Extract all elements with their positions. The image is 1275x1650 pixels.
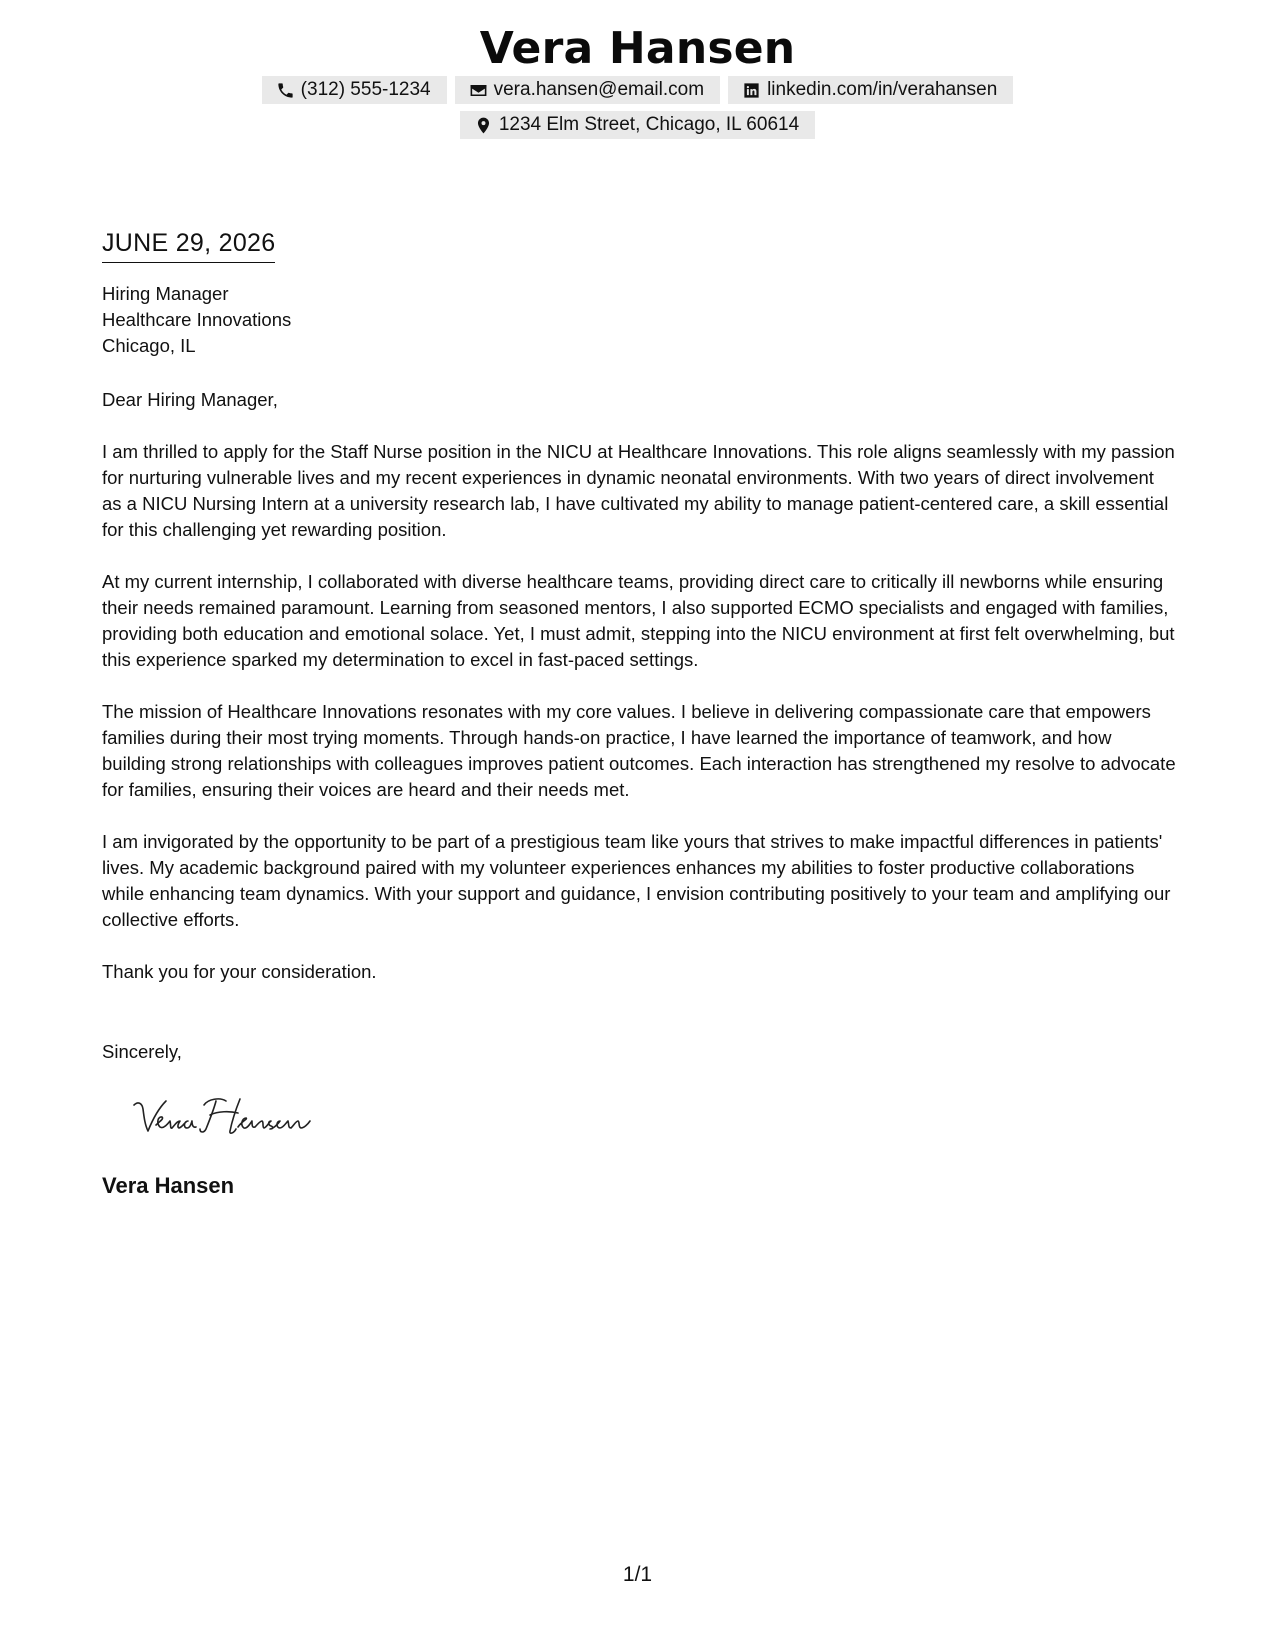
- email-chip[interactable]: [455, 76, 720, 104]
- body-paragraph-4: I am invigorated by the opportunity to be part of a prestigious team like yours that strives to make impactful differences in patients' lives. My academic background paired with my volunteer experiences enhances my abilities to foster productive collaborations while enhancing team dynamics. With your support and guidance, I envision contributing positively to your team and amplifying our collective efforts.: [102, 831, 1171, 930]
- phone-text: (312) 555-1234: [300, 79, 431, 100]
- contact-row-secondary: [0, 111, 1275, 139]
- recipient-location: Chicago, IL: [102, 335, 196, 356]
- letter-body: [102, 228, 1177, 1200]
- linkedin-text: linkedin.com/in/verahansen: [767, 79, 998, 100]
- signer-name: Vera Hansen: [102, 1173, 235, 1198]
- applicant-name: Vera Hansen: [479, 23, 796, 74]
- letter-date: JUNE 29, 2026: [102, 228, 275, 263]
- body-paragraph-2: At my current internship, I collaborated with diverse healthcare teams, providing direct care to critically ill newborns while ensuring their needs remained paramount. Learning from seasoned mentors, I also supported ECMO specialists and engaged with families, providing both education and emotional solace. Yet, I must admit, stepping into the NICU environment at first felt overwhelming, but this experience sparked my determination to excel in fast-paced settings.: [102, 571, 1175, 670]
- recipient-company: Healthcare Innovations: [102, 309, 292, 330]
- thanks-line: Thank you for your consideration.: [102, 961, 377, 982]
- linkedin-chip[interactable]: [728, 76, 1013, 104]
- body-paragraph-1: I am thrilled to apply for the Staff Nurse position in the NICU at Healthcare Innovations. This role aligns seamlessly with my passion for nurturing vulnerable lives and my recent experiences in dynamic neonatal environments. With two years of direct involvement as a NICU Nursing Intern at a university research lab, I have cultivated my ability to manage patient-centered care, a skill essential for this challenging yet rewarding position.: [102, 441, 1175, 540]
- phone-chip[interactable]: [262, 76, 447, 104]
- handwritten-signature: [130, 1091, 370, 1141]
- letter-header: [0, 22, 1275, 139]
- envelope-icon: [469, 81, 488, 100]
- linkedin-icon: [742, 81, 761, 100]
- page-indicator: 1/1: [622, 1563, 653, 1586]
- body-paragraph-3: The mission of Healthcare Innovations resonates with my core values. I believe in delivering compassionate care that empowers families during their most trying moments. Through hands-on practice, I have learned the importance of teamwork, and how building strong relationships with colleagues improves patient outcomes. Each interaction has strengthened my resolve to advocate for families, ensuring their voices are heard and their needs met.: [102, 701, 1176, 800]
- email-text: vera.hansen@email.com: [493, 79, 705, 100]
- map-pin-icon: [474, 116, 493, 135]
- address-text: 1234 Elm Street, Chicago, IL 60614: [498, 114, 800, 135]
- recipient-block: [102, 281, 1177, 359]
- recipient-title: Hiring Manager: [102, 283, 229, 304]
- closing-line: Sincerely,: [102, 1041, 182, 1062]
- salutation: Dear Hiring Manager,: [102, 389, 278, 410]
- contact-row-primary: [0, 76, 1275, 104]
- address-chip: [460, 111, 815, 139]
- phone-icon: [276, 81, 295, 100]
